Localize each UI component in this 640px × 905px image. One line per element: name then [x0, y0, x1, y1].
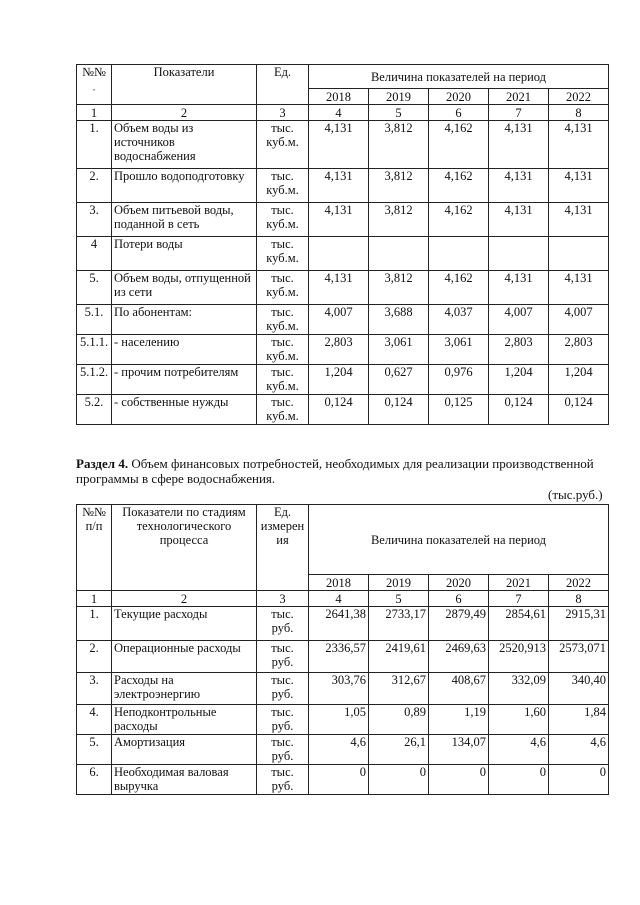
- row-num: 2.: [77, 641, 112, 673]
- header-unit: Ед.: [257, 65, 309, 105]
- year-2018: 2018: [309, 89, 369, 105]
- row-value-2022: 0,124: [549, 395, 609, 425]
- column-number: 3: [257, 591, 309, 607]
- row-value-2019: 3,812: [369, 121, 429, 169]
- row-value-2022: 4,131: [549, 169, 609, 203]
- row-value-2020: 408,67: [429, 673, 489, 705]
- row-value-2019: 0,627: [369, 365, 429, 395]
- column-number: 7: [489, 591, 549, 607]
- year-2021: 2021: [489, 575, 549, 591]
- year-2018: 2018: [309, 575, 369, 591]
- column-number: 1: [77, 105, 112, 121]
- table-row: [77, 607, 609, 641]
- table-row: [77, 335, 609, 365]
- row-value-2019: 2733,17: [369, 607, 429, 641]
- row-value-2020: 4,162: [429, 271, 489, 305]
- row-value-2018: 4,007: [309, 305, 369, 335]
- year-2019: 2019: [369, 575, 429, 591]
- row-value-2019: 3,812: [369, 271, 429, 305]
- row-value-2021: 4,131: [489, 271, 549, 305]
- header-indicator: Показатели: [112, 65, 257, 105]
- row-name: - прочим потребителям: [112, 365, 257, 395]
- row-value-2019: 26,1: [369, 735, 429, 765]
- row-num: 3.: [77, 673, 112, 705]
- year-2019: 2019: [369, 89, 429, 105]
- row-value-2021: [489, 237, 549, 271]
- row-unit: тыс. куб.м.: [257, 305, 309, 335]
- row-unit: тыс. руб.: [257, 641, 309, 673]
- unit-note: (тыс.руб.): [548, 487, 603, 502]
- year-2020: 2020: [429, 575, 489, 591]
- row-num: 5.: [77, 735, 112, 765]
- table-row: [77, 237, 609, 271]
- row-value-2021: 2854,61: [489, 607, 549, 641]
- header-row: [77, 65, 609, 89]
- row-value-2020: 134,07: [429, 735, 489, 765]
- row-value-2022: [549, 237, 609, 271]
- row-value-2022: 4,131: [549, 271, 609, 305]
- header-num-mark: ,: [93, 83, 95, 92]
- row-value-2018: 1,05: [309, 705, 369, 735]
- row-value-2018: 4,131: [309, 169, 369, 203]
- row-value-2020: 4,162: [429, 121, 489, 169]
- column-number: 5: [369, 105, 429, 121]
- row-num: 3.: [77, 203, 112, 237]
- row-value-2020: 0,976: [429, 365, 489, 395]
- row-value-2018: 4,6: [309, 735, 369, 765]
- row-unit: тыс. куб.м.: [257, 203, 309, 237]
- row-value-2020: 4,162: [429, 169, 489, 203]
- row-name: Необходимая валовая выручка: [112, 765, 257, 795]
- row-value-2022: 2573,071: [549, 641, 609, 673]
- header-num: [77, 505, 112, 591]
- water-volume-table: [76, 64, 609, 425]
- column-number: 2: [112, 105, 257, 121]
- table-row: [77, 121, 609, 169]
- header-num-label: №№: [82, 65, 106, 79]
- row-value-2022: 0: [549, 765, 609, 795]
- row-num: 4: [77, 237, 112, 271]
- row-value-2019: 0,89: [369, 705, 429, 735]
- row-value-2022: 340,40: [549, 673, 609, 705]
- row-value-2021: 4,131: [489, 121, 549, 169]
- year-2021: 2021: [489, 89, 549, 105]
- row-unit: тыс. куб.м.: [257, 121, 309, 169]
- column-number: 5: [369, 591, 429, 607]
- row-value-2019: 3,061: [369, 335, 429, 365]
- row-value-2021: 332,09: [489, 673, 549, 705]
- row-unit: тыс. куб.м.: [257, 365, 309, 395]
- row-value-2021: 1,204: [489, 365, 549, 395]
- row-unit: тыс. руб.: [257, 765, 309, 795]
- column-number: 6: [429, 105, 489, 121]
- header-period: Величина показателей на период: [309, 505, 609, 575]
- table-row: [77, 735, 609, 765]
- table-row: [77, 271, 609, 305]
- column-number: 4: [309, 591, 369, 607]
- row-value-2020: 4,037: [429, 305, 489, 335]
- row-num: 1.: [77, 607, 112, 641]
- row-value-2019: 2419,61: [369, 641, 429, 673]
- row-value-2021: 4,007: [489, 305, 549, 335]
- table-row: [77, 641, 609, 673]
- row-unit: тыс. руб.: [257, 673, 309, 705]
- row-name: Текущие расходы: [112, 607, 257, 641]
- row-value-2022: 1,84: [549, 705, 609, 735]
- year-2022: 2022: [549, 575, 609, 591]
- row-unit: тыс. руб.: [257, 735, 309, 765]
- row-value-2018: 2336,57: [309, 641, 369, 673]
- row-name: Расходы на электроэнергию: [112, 673, 257, 705]
- row-value-2018: [309, 237, 369, 271]
- row-value-2019: 312,67: [369, 673, 429, 705]
- table-row: [77, 305, 609, 335]
- row-value-2021: 1,60: [489, 705, 549, 735]
- row-num: 6.: [77, 765, 112, 795]
- row-name: - собственные нужды: [112, 395, 257, 425]
- section-4-heading: [76, 456, 616, 486]
- header-num: [77, 65, 112, 105]
- row-value-2018: 0,124: [309, 395, 369, 425]
- table-row: [77, 395, 609, 425]
- row-name: Неподконтрольные расходы: [112, 705, 257, 735]
- header-unit: Ед. измерен ия: [257, 505, 309, 591]
- header-row: [77, 505, 609, 575]
- row-value-2020: 2469,63: [429, 641, 489, 673]
- table-row: [77, 365, 609, 395]
- column-number: 3: [257, 105, 309, 121]
- column-number: 6: [429, 591, 489, 607]
- section-4-text: Объем финансовых потребностей, необходимых для реализации производственной программы в сфере водоснабжения.: [76, 456, 594, 486]
- row-value-2021: 4,131: [489, 169, 549, 203]
- row-value-2018: 303,76: [309, 673, 369, 705]
- row-value-2018: 2,803: [309, 335, 369, 365]
- table-row: [77, 169, 609, 203]
- column-numbers-row: [77, 591, 609, 607]
- row-value-2022: 4,131: [549, 121, 609, 169]
- row-value-2022: 2915,31: [549, 607, 609, 641]
- row-unit: тыс. куб.м.: [257, 395, 309, 425]
- row-value-2021: 2,803: [489, 335, 549, 365]
- row-value-2019: 0,124: [369, 395, 429, 425]
- header-period: Величина показателей на период: [309, 65, 609, 89]
- row-value-2018: 0: [309, 765, 369, 795]
- row-num: 2.: [77, 169, 112, 203]
- row-name: Потери воды: [112, 237, 257, 271]
- column-number: 8: [549, 591, 609, 607]
- row-value-2018: 4,131: [309, 203, 369, 237]
- column-number: 1: [77, 591, 112, 607]
- financial-needs-table: [76, 504, 609, 795]
- column-number: 2: [112, 591, 257, 607]
- row-name: Операционные расходы: [112, 641, 257, 673]
- row-value-2018: 1,204: [309, 365, 369, 395]
- row-value-2021: 4,6: [489, 735, 549, 765]
- row-value-2020: 4,162: [429, 203, 489, 237]
- row-num: 5.2.: [77, 395, 112, 425]
- row-value-2020: [429, 237, 489, 271]
- row-name: Объем воды из источников водоснабжения: [112, 121, 257, 169]
- row-name: Прошло водоподготовку: [112, 169, 257, 203]
- table-row: [77, 765, 609, 795]
- row-num: 5.1.: [77, 305, 112, 335]
- row-value-2020: 0,125: [429, 395, 489, 425]
- row-value-2022: 4,131: [549, 203, 609, 237]
- row-value-2019: 3,812: [369, 203, 429, 237]
- row-value-2018: 2641,38: [309, 607, 369, 641]
- row-value-2021: 0,124: [489, 395, 549, 425]
- header-indicator: Показатели по стадиям технологического процесса: [112, 505, 257, 591]
- row-value-2021: 0: [489, 765, 549, 795]
- table-row: [77, 203, 609, 237]
- section-4-label: Раздел 4.: [76, 456, 129, 471]
- row-num: 1.: [77, 121, 112, 169]
- row-value-2021: 4,131: [489, 203, 549, 237]
- row-unit: тыс. руб.: [257, 705, 309, 735]
- year-2020: 2020: [429, 89, 489, 105]
- row-value-2020: 0: [429, 765, 489, 795]
- row-value-2020: 1,19: [429, 705, 489, 735]
- header-num-label: №№ п/п: [82, 505, 106, 533]
- year-2022: 2022: [549, 89, 609, 105]
- row-num: 4.: [77, 705, 112, 735]
- row-value-2019: 3,688: [369, 305, 429, 335]
- row-num: 5.: [77, 271, 112, 305]
- row-value-2019: 0: [369, 765, 429, 795]
- row-value-2018: 4,131: [309, 271, 369, 305]
- row-value-2022: 2,803: [549, 335, 609, 365]
- row-value-2021: 2520,913: [489, 641, 549, 673]
- row-unit: тыс. куб.м.: [257, 169, 309, 203]
- row-name: Объем воды, отпущенной из сети: [112, 271, 257, 305]
- column-numbers-row: [77, 105, 609, 121]
- column-number: 8: [549, 105, 609, 121]
- row-value-2020: 2879,49: [429, 607, 489, 641]
- row-value-2020: 3,061: [429, 335, 489, 365]
- row-value-2019: 3,812: [369, 169, 429, 203]
- table-row: [77, 673, 609, 705]
- row-name: Объем питьевой воды, поданной в сеть: [112, 203, 257, 237]
- row-value-2018: 4,131: [309, 121, 369, 169]
- row-value-2022: 4,007: [549, 305, 609, 335]
- table-row: [77, 705, 609, 735]
- column-number: 4: [309, 105, 369, 121]
- row-value-2019: [369, 237, 429, 271]
- row-name: - населению: [112, 335, 257, 365]
- row-unit: тыс. куб.м.: [257, 237, 309, 271]
- column-number: 7: [489, 105, 549, 121]
- row-num: 5.1.2.: [77, 365, 112, 395]
- row-value-2022: 1,204: [549, 365, 609, 395]
- row-unit: тыс. руб.: [257, 607, 309, 641]
- row-name: Амортизация: [112, 735, 257, 765]
- row-num: 5.1.1.: [77, 335, 112, 365]
- row-unit: тыс. куб.м.: [257, 335, 309, 365]
- row-unit: тыс. куб.м.: [257, 271, 309, 305]
- row-value-2022: 4,6: [549, 735, 609, 765]
- row-name: По абонентам:: [112, 305, 257, 335]
